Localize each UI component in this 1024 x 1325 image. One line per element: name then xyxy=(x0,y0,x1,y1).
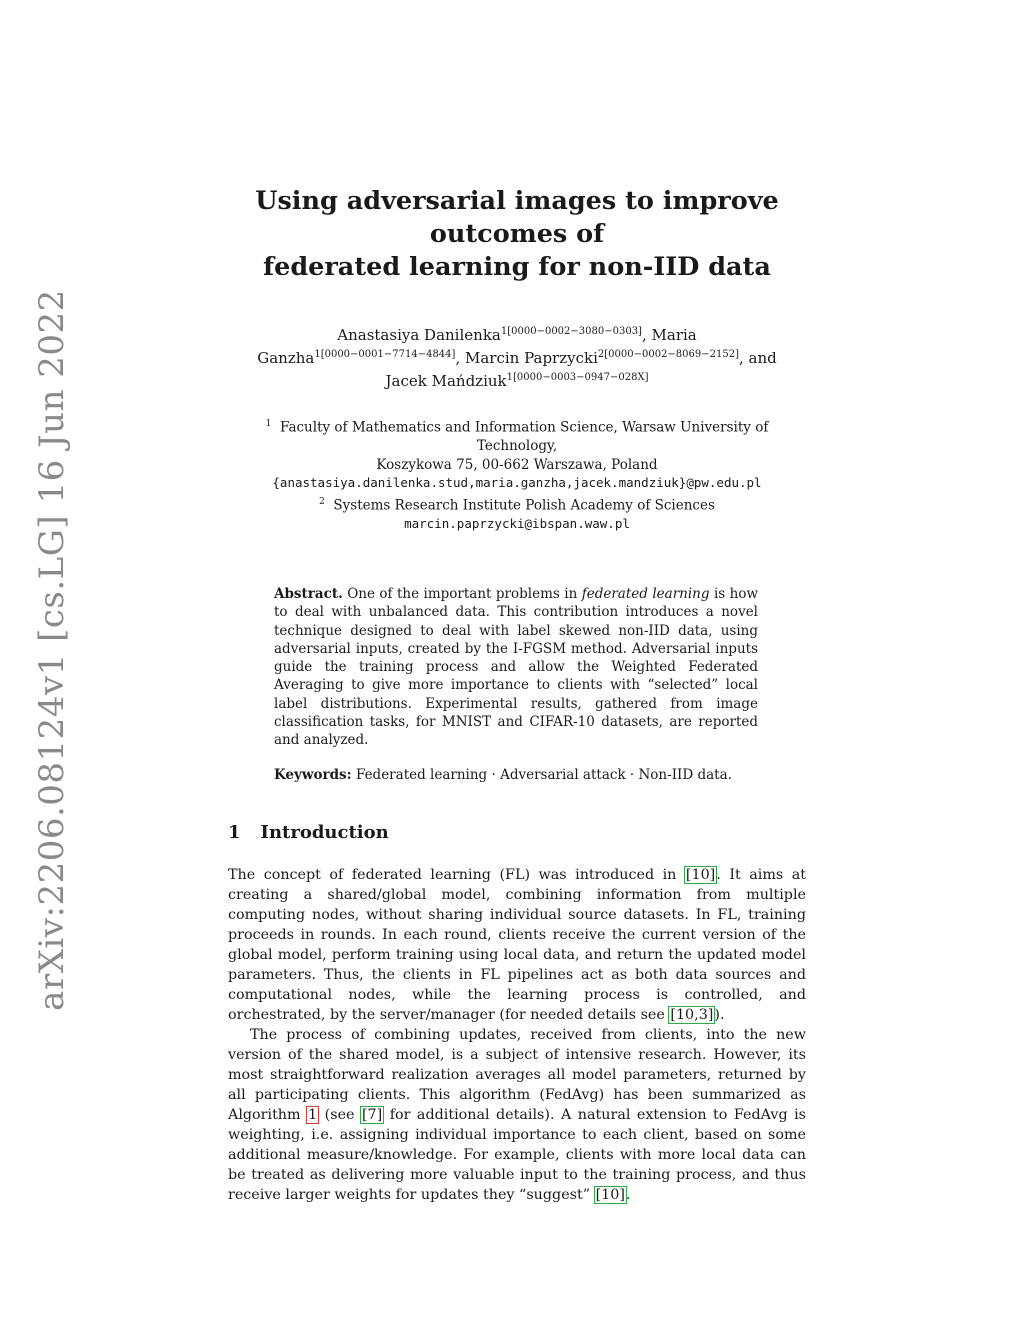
paragraph-text: ). xyxy=(714,1006,725,1023)
affiliation-line: Faculty of Mathematics and Information Science, Warsaw University of Technology, xyxy=(280,419,769,454)
author-conjunction: and xyxy=(748,349,777,367)
affiliation-line: Koszykowa 75, 00-662 Warszawa, Poland xyxy=(376,456,658,473)
abstract-label: Abstract. xyxy=(274,586,343,602)
algorithm-link[interactable]: 1 xyxy=(308,1106,318,1123)
section-number: 1 xyxy=(228,821,241,843)
paragraph-text: for additional details). A natural extension to FedAvg is weighting, i.e. assigning individual importance to each client, based on some additional measure/knowledge. For example, clients with more local data can be treated as delivering more valuable input to the training process, and thus receive larger weights for updates they “suggest” xyxy=(228,1106,806,1203)
author-orcid: 1[0000−0001−7714−4844] xyxy=(314,349,456,360)
affiliation-email: {anastasiya.danilenka.stud,maria.ganzha,jacek.mandziuk}@pw.edu.pl xyxy=(272,475,762,490)
citation-link[interactable]: [10,3] xyxy=(670,1006,714,1023)
author-orcid: 1[0000−0002−3080−0303] xyxy=(500,326,642,337)
paper-title xyxy=(228,185,806,284)
section-title: Introduction xyxy=(260,821,389,843)
abstract xyxy=(274,585,758,750)
affiliation-marker: 1 xyxy=(265,419,272,429)
abstract-text: One of the important problems in xyxy=(347,586,578,602)
citation-link[interactable]: [10] xyxy=(685,866,716,883)
author-name: Anastasiya Danilenka xyxy=(337,326,501,344)
author-name: Marcin Paprzycki xyxy=(464,349,598,367)
affiliation-line: Systems Research Institute Polish Academy of Sciences xyxy=(333,497,715,513)
author-orcid: 1[0000−0003−0947−028X] xyxy=(506,372,649,383)
paragraph-text: (see xyxy=(318,1106,361,1123)
author-name: Jacek Mańdziuk xyxy=(385,372,507,390)
section-body xyxy=(228,865,806,1205)
author-name: Maria xyxy=(651,326,697,344)
affiliations xyxy=(228,415,806,533)
arxiv-sidebar xyxy=(30,289,74,1011)
paragraph-text: The process of combining updates, received from clients, into the new version of the shared model, is a subject of intensive research. However, its most straightforward realization averages all model parameters, returned by all participating clients. This algorithm (FedAvg) has been summarized as Algorithm xyxy=(228,1026,806,1123)
citation-link[interactable]: [7] xyxy=(361,1106,383,1123)
title-line-1: Using adversarial images to improve outcomes of xyxy=(255,186,779,249)
author-orcid: 2[0000−0002−8069−2152] xyxy=(597,349,739,360)
paragraph xyxy=(228,865,806,1025)
citation-link[interactable]: [10] xyxy=(595,1186,625,1203)
keywords xyxy=(274,766,758,784)
keywords-text: Federated learning · Adversarial attack · Non-IID data. xyxy=(355,766,732,783)
abstract-emphasis: federated learning xyxy=(581,586,710,602)
paragraph-text: . xyxy=(625,1186,631,1203)
paper-page xyxy=(228,185,806,1205)
abstract-text: is how to deal with unbalanced data. This contribution introduces a novel technique designed to deal with label skewed non-IID data, using adversarial inputs, created by the I-FGSM method. Adversarial inputs guide the training process and allow the Weighted Federated Averaging to give more importance to clients with “selected” local label distributions. Experimental results, gathered from image classification tasks, for MNIST and CIFAR-10 datasets, are reported and analyzed. xyxy=(274,586,759,749)
author-name: Ganzha xyxy=(257,349,315,367)
paragraph xyxy=(228,1025,806,1205)
affiliation-marker: 2 xyxy=(319,496,325,507)
section-heading xyxy=(228,822,806,843)
paragraph-text: The concept of federated learning (FL) was introduced in xyxy=(228,866,685,883)
title-line-2: federated learning for non-IID data xyxy=(263,252,771,282)
paragraph-text: . It aims at creating a shared/global model, combining information from multiple computing nodes, without sharing individual source datasets. In FL, training proceeds in rounds. In each round, clients receive the current version of the global model, perform training using local data, and return the updated model parameters. Thus, the clients in FL pipelines act as both data sources and computational nodes, while the learning process is controlled, and orchestrated, by the server/manager (for needed details see xyxy=(228,866,806,1023)
author-list: Anastasiya Danilenka$^{1[0000-0002-3080-0303]}$, Maria Ganzha$^{1[0000-0001-7714-4844]}$, Marcin Paprzycki$^{2[0000-0002-8069-2152]}$, and Jacek Mańdziuk$^{1[0000-0003-0947-028X]}$ xyxy=(257,326,777,390)
keywords-label: Keywords: xyxy=(274,766,352,783)
affiliation-email: marcin.paprzycki@ibspan.waw.pl xyxy=(404,515,630,531)
arxiv-identifier: arXiv:2206.08124v1 [cs.LG] 16 Jun 2022 xyxy=(32,289,72,1011)
